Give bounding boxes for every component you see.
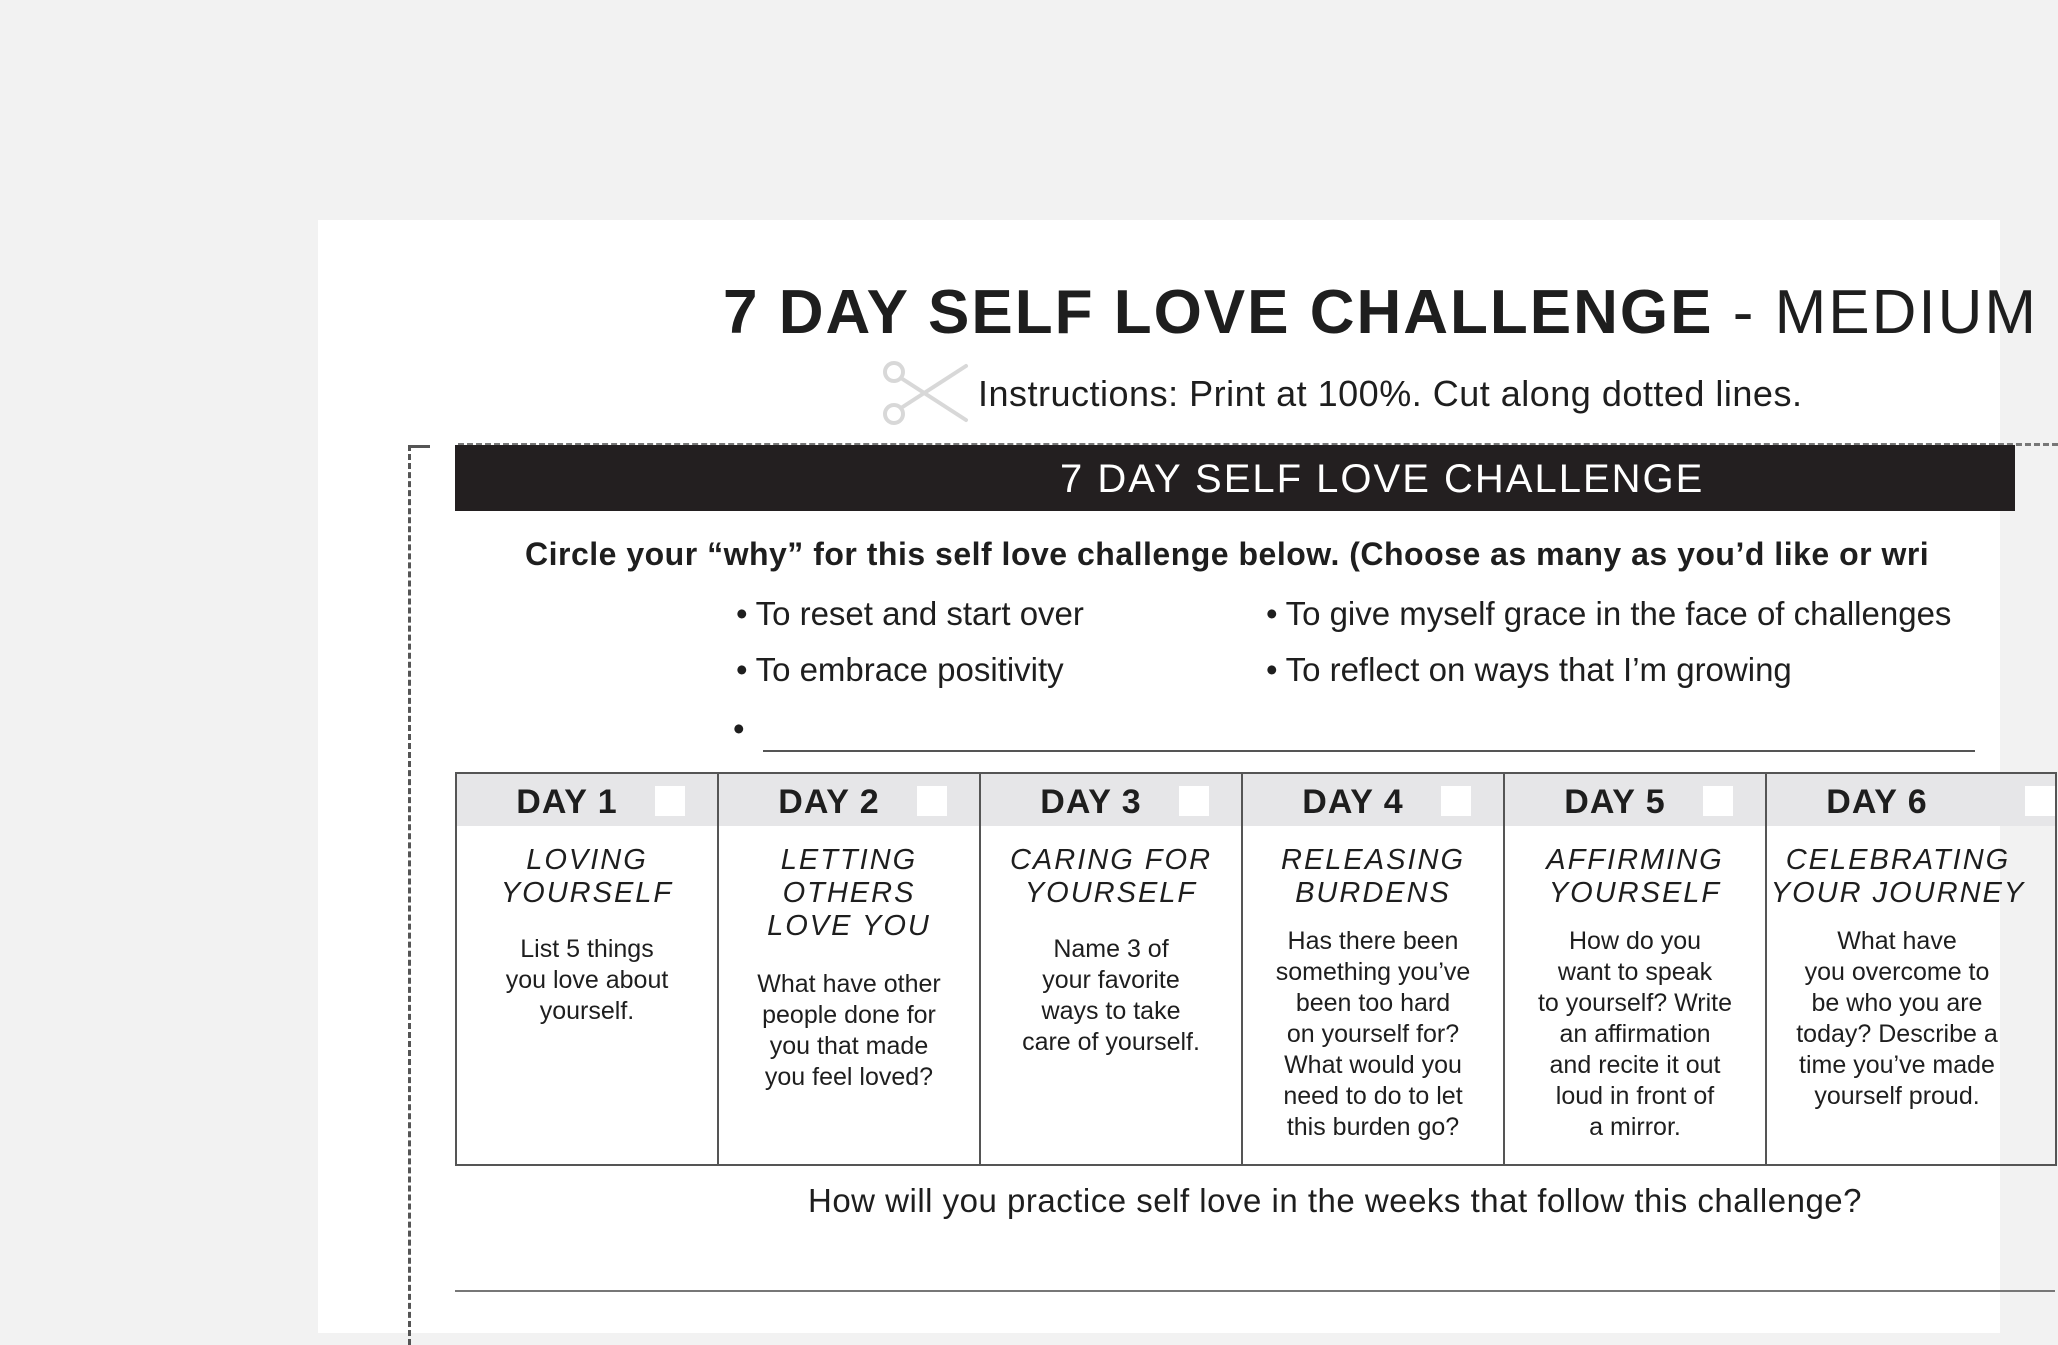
prompt-line: on yourself for? <box>1286 1020 1460 1048</box>
card-header <box>455 445 2015 511</box>
prompt-line: been too hard <box>1295 989 1451 1017</box>
day-header <box>1243 774 1503 826</box>
bullet: • <box>1266 651 1278 688</box>
why-prompt: Circle your “why” for this self love challenge below. (Choose as many as you’d like or wri <box>525 536 1930 572</box>
prompt-line: this burden go? <box>1286 1113 1460 1141</box>
topic-line: LOVE YOU <box>767 910 931 942</box>
reason-item <box>1266 651 1792 689</box>
day-prompt <box>1767 926 2027 1112</box>
day-1-checkbox[interactable] <box>655 786 685 816</box>
prompt-line: today? Describe a <box>1796 1020 1998 1048</box>
day-topic <box>719 844 979 943</box>
day-4-checkbox[interactable] <box>1441 786 1471 816</box>
follow-up-answer-line[interactable] <box>455 1290 2055 1292</box>
write-in-line[interactable] <box>763 750 1975 752</box>
prompt-line: you feel loved? <box>764 1063 934 1091</box>
day-label: DAY 5 <box>1564 783 1666 821</box>
day-3-checkbox[interactable] <box>1179 786 1209 816</box>
cut-line-left <box>408 445 411 1345</box>
day-header <box>457 774 717 826</box>
day-5-checkbox[interactable] <box>1703 786 1733 816</box>
day-prompt <box>1515 926 1755 1143</box>
day-topic <box>1505 844 1765 910</box>
instructions-text: Instructions: Print at 100%. Cut along dotted lines. <box>978 373 1803 414</box>
day-1-column <box>457 774 719 1164</box>
topic-line: CARING FOR <box>1009 844 1213 876</box>
topic-line: YOURSELF <box>500 877 674 909</box>
topic-line: YOURSELF <box>1024 877 1198 909</box>
day-label: DAY 1 <box>516 783 618 821</box>
prompt-line: be who you are <box>1811 989 1983 1017</box>
card-header-title: 7 DAY SELF LOVE CHALLENGE <box>1060 457 1705 501</box>
prompt-line: What have other <box>757 970 941 998</box>
topic-line: YOURSELF <box>1548 877 1722 909</box>
day-grid <box>455 772 2057 1166</box>
topic-line: BURDENS <box>1295 877 1451 909</box>
day-topic <box>981 844 1241 910</box>
day-topic <box>1243 844 1503 910</box>
day-5-column <box>1505 774 1767 1164</box>
reason-item <box>736 651 1064 689</box>
day-header <box>1505 774 1765 826</box>
prompt-line: What have <box>1837 927 1957 955</box>
topic-line: LOVING <box>526 844 648 876</box>
prompt-line: Name 3 of <box>1053 935 1169 963</box>
title-main: 7 DAY SELF LOVE CHALLENGE <box>723 278 1714 347</box>
day-prompt <box>1253 926 1493 1143</box>
scissors-icon <box>880 360 970 426</box>
prompt-line: an affirmation <box>1559 1020 1711 1048</box>
day-header <box>719 774 979 826</box>
prompt-line: you love about <box>505 966 669 994</box>
day-label: DAY 2 <box>778 783 880 821</box>
prompt-line: loud in front of <box>1555 1082 1715 1110</box>
day-prompt <box>477 934 697 1027</box>
reason-item <box>736 595 1084 633</box>
day-label: DAY 6 <box>1826 783 1928 821</box>
day-3-column <box>981 774 1243 1164</box>
topic-line: OTHERS <box>782 877 916 909</box>
day-header <box>1767 774 2055 826</box>
reason-text: To embrace positivity <box>755 651 1064 688</box>
prompt-line: you overcome to <box>1804 958 1990 986</box>
printable-sheet <box>318 220 2039 1333</box>
reason-text: To reset and start over <box>755 595 1084 632</box>
day-label: DAY 3 <box>1040 783 1142 821</box>
day-6-checkbox[interactable] <box>2025 786 2055 816</box>
prompt-line: List 5 things <box>520 935 654 963</box>
day-header <box>981 774 1241 826</box>
prompt-line: Has there been <box>1287 927 1459 955</box>
prompt-line: time you’ve made <box>1799 1051 1995 1079</box>
day-2-checkbox[interactable] <box>917 786 947 816</box>
bullet: • <box>1266 595 1278 632</box>
day-4-column <box>1243 774 1505 1164</box>
bullet: • <box>736 595 748 632</box>
topic-line: YOUR JOURNEY <box>1770 877 2026 909</box>
day-2-column <box>719 774 981 1164</box>
prompt-line: ways to take <box>1041 997 1181 1025</box>
topic-line: RELEASING <box>1281 844 1465 876</box>
topic-line: CELEBRATING <box>1785 844 2011 876</box>
title-separator: - <box>1732 278 1756 347</box>
reason-text: To give myself grace in the face of challenges <box>1285 595 1952 632</box>
prompt-line: yourself proud. <box>1814 1082 1980 1110</box>
cut-corner-mark <box>408 445 430 448</box>
day-label: DAY 4 <box>1302 783 1404 821</box>
follow-up-question: How will you practice self love in the weeks that follow this challenge? <box>808 1182 1863 1219</box>
prompt-line: need to do to let <box>1283 1082 1463 1110</box>
prompt-line: care of yourself. <box>1022 1028 1200 1056</box>
prompt-line: your favorite <box>1042 966 1180 994</box>
day-prompt <box>739 969 959 1093</box>
reason-item <box>1266 595 1951 633</box>
prompt-line: a mirror. <box>1589 1113 1681 1141</box>
day-topic <box>1767 844 2029 910</box>
prompt-line: people done for <box>762 1001 936 1029</box>
prompt-line: something you’ve <box>1275 958 1471 986</box>
reason-text: To reflect on ways that I’m growing <box>1285 651 1792 688</box>
prompt-line: What would you <box>1284 1051 1462 1079</box>
prompt-line: How do you <box>1568 927 1702 955</box>
day-prompt <box>1001 934 1221 1058</box>
topic-line: AFFIRMING <box>1546 844 1724 876</box>
day-6-column <box>1767 774 2057 1164</box>
page-title <box>723 278 2039 347</box>
prompt-line: yourself. <box>539 997 635 1025</box>
bullet: • <box>736 651 748 688</box>
topic-line: LETTING <box>780 844 918 876</box>
prompt-line: to yourself? Write <box>1537 989 1733 1017</box>
day-topic <box>457 844 717 910</box>
prompt-line: and recite it out <box>1549 1051 1721 1079</box>
title-level: MEDIUM <box>1774 278 2039 347</box>
prompt-line: want to speak <box>1557 958 1713 986</box>
write-in-bullet: • <box>733 710 745 747</box>
prompt-line: you that made <box>769 1032 929 1060</box>
